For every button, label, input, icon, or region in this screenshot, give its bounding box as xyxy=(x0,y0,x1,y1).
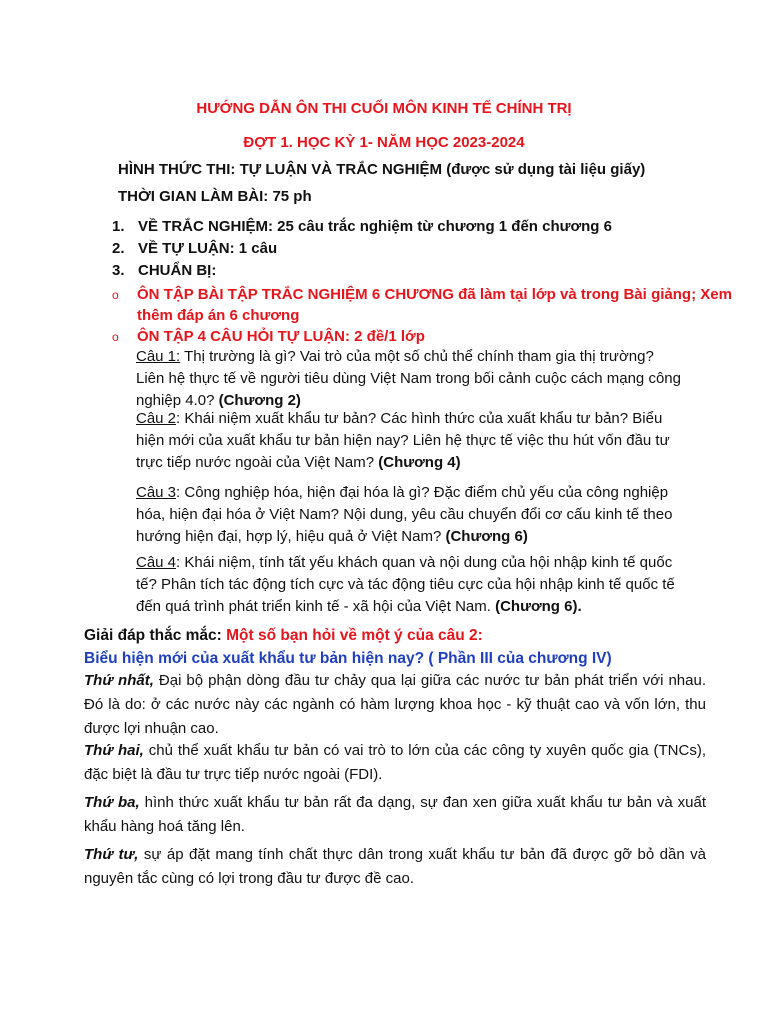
question-text: : Khái niệm xuất khẩu tư bản? Các hình thức của xuất khẩu tư bản? Biểu hiện mới của xuất khẩu tư bản hiện nay? Liên hệ thực tế việc thu hút vốn đầu tư trực tiếp nước ngoài của Việt Nam? xyxy=(136,410,670,471)
answer-paragraph xyxy=(84,739,706,787)
document-subtitle: ĐỢT 1. HỌC KỲ 1- NĂM HỌC 2023-2024 xyxy=(243,134,525,151)
question-label: Câu 1: xyxy=(136,348,181,365)
item-number: 3. xyxy=(112,262,125,279)
answer-text: chủ thể xuất khẩu tư bản có vai trò to lớn của các công ty xuyên quốc gia (TNCs), đặc biệt là đầu tư trực tiếp nước ngoài (FDI). xyxy=(84,742,706,783)
question-text: : Khái niệm, tính tất yếu khách quan và nội dung của hội nhập kinh tế quốc tế? Phân tích tác động tích cực và tác động tiêu cực của hội nhập kinh tế quốc tế đến quá trình phát triển kinh tế - xã hội của Việt Nam. xyxy=(136,554,675,615)
essay-question xyxy=(136,482,684,548)
answer-text: hình thức xuất khẩu tư bản rất đa dạng, sự đan xen giữa xuất khẩu tư bản và xuất khẩu hàng hoá tăng lên. xyxy=(84,794,707,835)
answer-lead: Thứ ba, xyxy=(84,794,140,811)
faq-question: Biểu hiện mới của xuất khẩu tư bản hiện nay? ( Phần III của chương IV) xyxy=(84,650,612,667)
faq-heading xyxy=(84,627,704,645)
essay-question xyxy=(136,552,684,618)
answer-lead: Thứ hai, xyxy=(84,742,144,759)
answer-paragraph xyxy=(84,791,706,839)
circle-bullet-icon: o xyxy=(112,288,119,302)
item-label: VỀ TỰ LUẬN: xyxy=(138,240,235,257)
exam-format-note: (được sử dụng tài liệu giấy) xyxy=(446,161,646,178)
item-number: 1. xyxy=(112,218,125,235)
numbered-item xyxy=(112,240,277,257)
item-text: 1 câu xyxy=(234,240,278,257)
answer-text: sự áp đặt mang tính chất thực dân trong xuất khẩu tư bản đã được gỡ bỏ dần và nguyên tắc cùng có lợi trong đầu tư được đề cao. xyxy=(84,846,706,887)
exam-time: THỜI GIAN LÀM BÀI: 75 ph xyxy=(118,188,312,205)
item-label: CHUẨN BỊ: xyxy=(138,262,217,279)
question-chapter: (Chương 4) xyxy=(378,454,461,471)
answer-lead: Thứ tư, xyxy=(84,846,139,863)
question-chapter: (Chương 2) xyxy=(218,392,301,409)
exam-format xyxy=(118,161,645,178)
answer-paragraph xyxy=(84,843,706,891)
faq-highlight: Một số bạn hỏi về một ý của câu 2: xyxy=(226,627,483,644)
answer-lead: Thứ nhất, xyxy=(84,672,154,689)
bullet-item xyxy=(112,284,732,326)
question-chapter: (Chương 6) xyxy=(445,528,528,545)
numbered-item xyxy=(112,218,612,235)
question-text: : Công nghiệp hóa, hiện đại hóa là gì? Đặc điểm chủ yếu của công nghiệp hóa, hiện đại hóa ở Việt Nam? Nội dung, yêu cầu chuyển đổi cơ cấu kinh tế theo hướng hiện đại, hợp lý, hiệu quả ở Việt Nam? xyxy=(136,484,673,545)
bullet-item xyxy=(112,326,732,347)
question-text: Thị trường là gì? Vai trò của một số chủ thể chính tham gia thị trường? Liên hệ thực tế về người tiêu dùng Việt Nam trong bối cảnh cuộc cách mạng công nghiệp 4.0? xyxy=(136,348,681,409)
essay-question xyxy=(136,408,684,474)
item-label: VỀ TRẮC NGHIỆM: xyxy=(138,218,273,235)
essay-question xyxy=(136,346,684,412)
bullet-text: ÔN TẬP 4 CÂU HỎI TỰ LUẬN: 2 đề/1 lớp xyxy=(137,328,425,345)
question-label: Câu 2 xyxy=(136,410,177,427)
item-text: 25 câu trắc nghiệm từ chương 1 đến chương 6 xyxy=(273,218,612,235)
question-chapter: (Chương 6). xyxy=(495,598,582,615)
numbered-item xyxy=(112,262,216,279)
circle-bullet-icon: o xyxy=(112,330,119,344)
question-label: Câu 3 xyxy=(136,484,177,501)
bullet-text: ÔN TẬP BÀI TẬP TRẮC NGHIỆM 6 CHƯƠNG đã làm tại lớp và trong Bài giảng; Xem thêm đáp án 6 chương xyxy=(137,286,732,324)
answer-paragraph xyxy=(84,669,706,741)
item-number: 2. xyxy=(112,240,125,257)
exam-format-label: HÌNH THỨC THI: TỰ LUẬN VÀ TRẮC NGHIỆM xyxy=(118,161,443,178)
faq-label: Giải đáp thắc mắc: xyxy=(84,627,227,644)
answer-text: Đại bộ phận dòng đầu tư chảy qua lại giữa các nước tư bản phát triển với nhau. Đó là do: ở các nước này các ngành có hàm lượng khoa học - kỹ thuật cao và vốn lớn, thu được lợi nhuận cao. xyxy=(84,672,707,737)
document-title: HƯỚNG DẪN ÔN THI CUỐI MÔN KINH TẾ CHÍNH TRỊ xyxy=(196,100,572,117)
question-label: Câu 4 xyxy=(136,554,177,571)
